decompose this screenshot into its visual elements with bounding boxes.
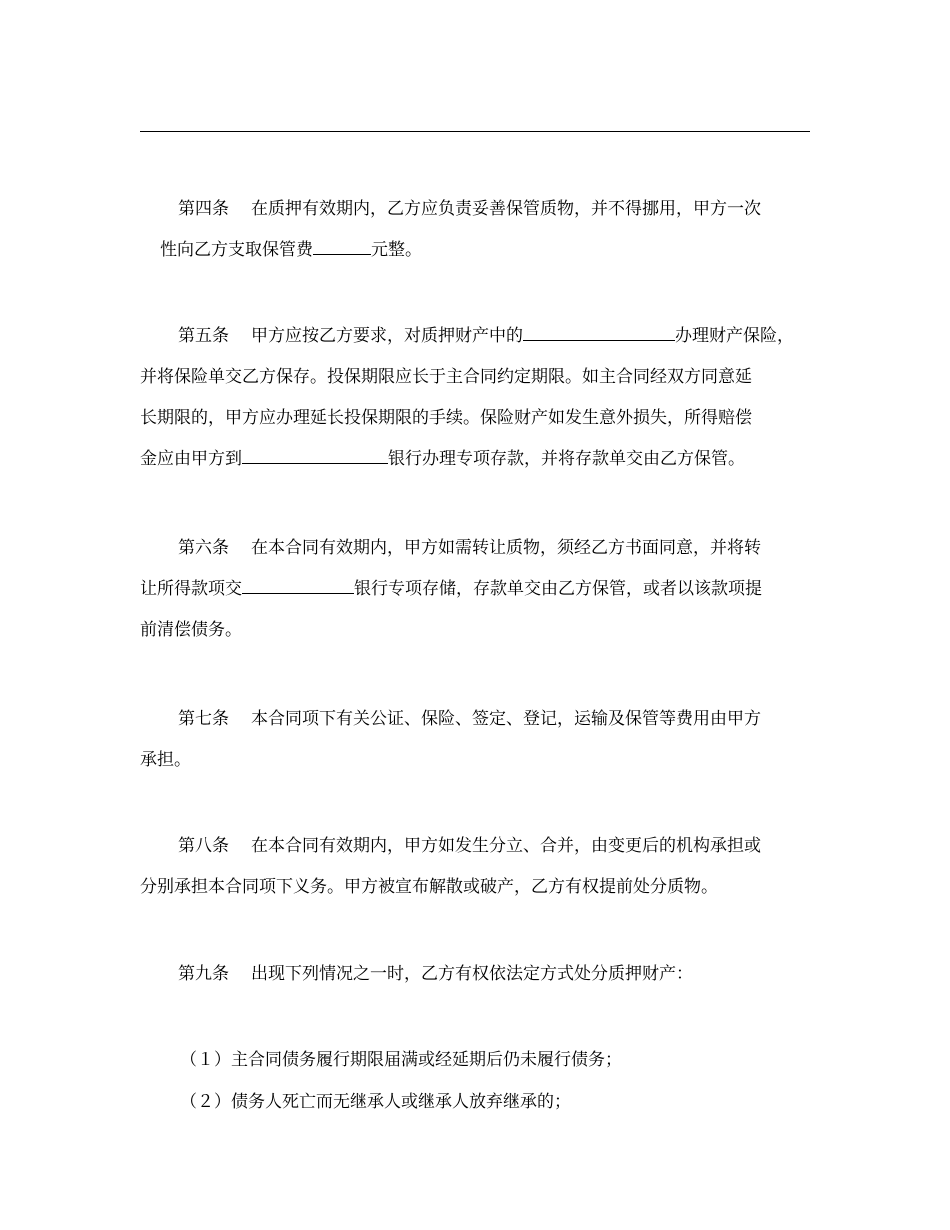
list-item: （２）债务人死亡而无继承人或继承人放弃继承的；	[180, 1092, 571, 1112]
fill-blank	[242, 573, 354, 594]
article-label: 第八条	[178, 836, 229, 856]
list-item: （１）主合同债务履行期限届满或经延期后仍未履行债务；	[180, 1050, 622, 1070]
header-rule	[140, 131, 810, 132]
article-4: 第四条 在质押有效期内，乙方应负责妥善保管质物，并不得挪用，甲方一次 性向乙方支取保管费 元整。	[160, 199, 761, 260]
article-label: 第五条	[178, 326, 229, 346]
article-8: 第八条 在本合同有效期内，甲方如发生分立、合并，由变更后的机构承担或 分别承担本合同项下义务。甲方被宣布解散或破产，乙方有权提前处分质物。	[140, 836, 761, 897]
article-label: 第九条	[178, 964, 229, 984]
article-label: 第六条	[178, 538, 229, 558]
article-9: 第九条 出现下列情况之一时，乙方有权依法定方式处分质押财产：	[178, 964, 693, 984]
article-label: 第四条	[178, 199, 229, 219]
article-7: 第七条 本合同项下有关公证、保险、签定、登记，运输及保管等费用由甲方 承担。	[140, 709, 761, 770]
article-6: 第六条 在本合同有效期内，甲方如需转让质物，须经乙方书面同意，并将转 让所得款项交 银行专项存储，存款单交由乙方保管，或者以该款项提 前清偿债务。	[140, 538, 762, 640]
fill-blank	[242, 443, 388, 464]
article-5: 第五条 甲方应按乙方要求，对质押财产中的 办理财产保险， 并将保险单交乙方保存。投保期限应长于主合同约定期限。如主合同经双方同意延 长期限的，甲方应办理延长投保期限的手续。保险财产如发生意外损失，所得赔偿 金应由甲方到 银行办理专项存款，并将存款单交由乙方保管。	[140, 316, 820, 480]
article-text: 在质押有效期内，乙方应负责妥善保管质物，并不得挪用，甲方一次	[251, 199, 761, 219]
fill-blank	[523, 320, 675, 341]
fill-blank	[313, 234, 371, 255]
article-label: 第七条	[178, 709, 229, 729]
